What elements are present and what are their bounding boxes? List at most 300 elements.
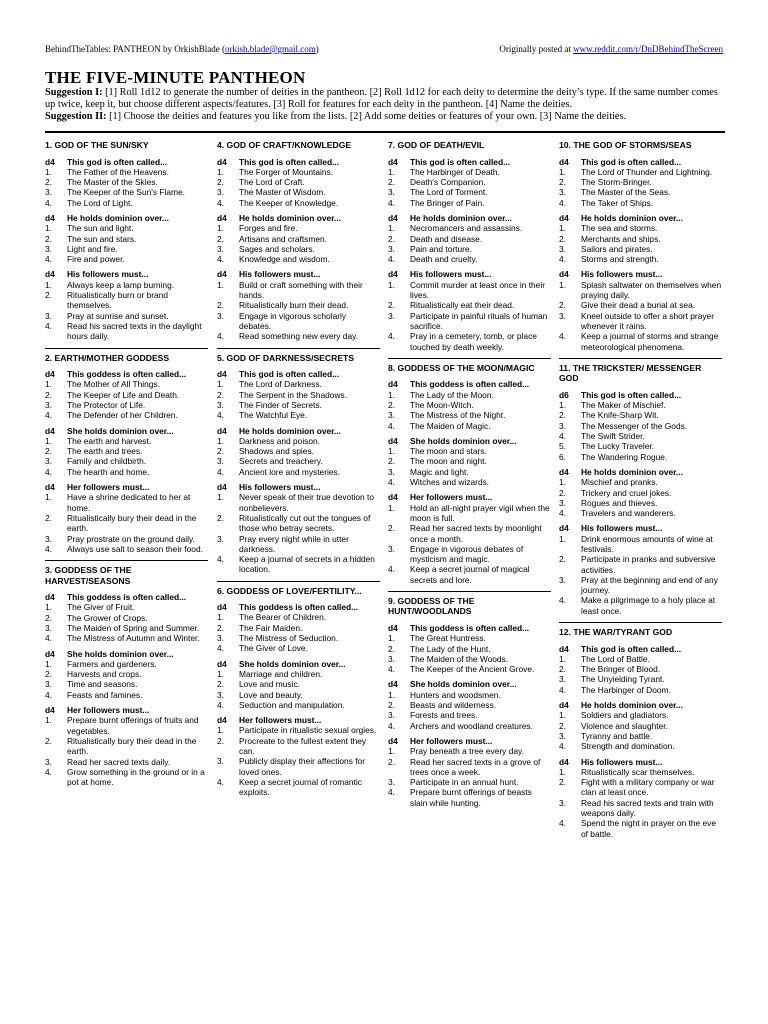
item-number: 3. <box>217 689 224 700</box>
item-number: 1. <box>45 658 52 669</box>
item-text: Pain and torture. <box>410 243 472 254</box>
roll-table-heading <box>559 700 722 710</box>
roll-table-title: His followers must... <box>581 269 663 280</box>
roll-table-heading <box>45 705 208 715</box>
list-item <box>217 725 380 735</box>
list-item <box>388 456 551 466</box>
item-text: Pray at the beginning and end of any journey. <box>581 574 718 596</box>
item-number: 3. <box>388 310 395 321</box>
item-text: The Harbinger of Doom. <box>581 684 671 695</box>
item-text: Ritualistically scar themselves. <box>581 766 695 777</box>
roll-table <box>388 157 551 208</box>
item-number: 3. <box>45 533 52 544</box>
item-text: Keep a secret journal of magical secrets and lore. <box>410 564 530 585</box>
list-item <box>559 721 722 731</box>
roll-table <box>45 426 208 477</box>
item-text: The Giver of Love. <box>239 643 308 654</box>
roll-table-title: His followers must... <box>581 756 663 767</box>
item-number: 3. <box>217 310 224 321</box>
list-item <box>388 746 551 756</box>
item-text: The Maiden of Magic. <box>410 420 491 431</box>
item-number: 4. <box>559 684 566 695</box>
list-item <box>45 223 208 233</box>
item-number: 1. <box>217 223 224 234</box>
list-item <box>559 187 722 197</box>
list-item <box>45 679 208 689</box>
deity-section <box>559 140 722 352</box>
deity-section <box>217 140 380 342</box>
list-item <box>388 710 551 720</box>
roll-table-heading <box>559 157 722 167</box>
list-item <box>45 602 208 612</box>
source-url-link[interactable]: www.reddit.com/r/DnDBehindTheScreen <box>573 44 723 54</box>
list-item <box>217 300 380 310</box>
list-item <box>559 254 722 264</box>
item-text: The Grower of Crops. <box>67 612 148 623</box>
roll-table-title: This goddess is often called... <box>410 379 530 390</box>
roll-table <box>559 523 722 616</box>
list-item <box>45 390 208 400</box>
die-label: d6 <box>559 389 569 400</box>
page-title: THE FIVE-MINUTE PANTHEON <box>45 68 306 87</box>
item-text: Rogues and thieves. <box>581 497 658 508</box>
list-item <box>388 633 551 643</box>
list-item <box>217 400 380 410</box>
item-number: 1. <box>388 746 395 757</box>
item-text: The Knife-Sharp Wit. <box>581 410 659 421</box>
item-text: Kneel outside to offer a short prayer whenever it rains. <box>581 310 714 331</box>
item-number: 3. <box>388 410 395 421</box>
list-item <box>559 441 722 451</box>
roll-table <box>45 369 208 420</box>
item-number: 1. <box>388 279 395 290</box>
roll-table <box>388 379 551 430</box>
item-text: Beasts and wilderness. <box>410 700 497 711</box>
item-text: Never speak of their true devotion to nonbelievers. <box>239 492 375 513</box>
item-text: Read her sacred texts daily. <box>67 756 171 767</box>
item-text: The Lord of Battle. <box>581 653 650 664</box>
item-number: 2. <box>45 389 52 400</box>
list-item <box>388 787 551 808</box>
section-divider <box>388 358 551 359</box>
item-text: The sea and storms. <box>581 223 658 234</box>
list-item <box>388 503 551 524</box>
section-divider <box>559 622 722 623</box>
item-number: 4. <box>388 720 395 731</box>
item-number: 1. <box>45 223 52 234</box>
list-item <box>559 710 722 720</box>
roll-table-title: His followers must... <box>239 269 321 280</box>
item-number: 2. <box>217 512 224 523</box>
item-number: 4. <box>559 331 566 342</box>
item-text: Witches and wizards. <box>410 477 490 488</box>
item-text: Tyranny and battle. <box>581 730 653 741</box>
item-number: 4. <box>217 776 224 787</box>
list-item <box>217 390 380 400</box>
deity-title: 7. GOD OF DEATH/EVIL <box>388 140 485 150</box>
page-header <box>45 44 723 58</box>
list-item <box>388 446 551 456</box>
roll-table-heading <box>45 426 208 436</box>
die-label: d4 <box>559 643 569 654</box>
die-label: d4 <box>388 435 398 446</box>
die-label: d4 <box>388 212 398 223</box>
list-item <box>217 669 380 679</box>
item-text: The Keeper of Knowledge. <box>239 197 339 208</box>
item-number: 4. <box>388 477 395 488</box>
list-item <box>217 187 380 197</box>
list-item <box>559 477 722 487</box>
roll-table-heading <box>45 482 208 492</box>
item-text: Family and childbirth. <box>67 456 147 467</box>
item-text: Pray beneath a tree every day. <box>410 746 524 757</box>
roll-table-title: This goddess is often called... <box>239 602 359 613</box>
item-text: Prepare burnt offerings of fruits and vegetables. <box>67 715 199 736</box>
roll-table-title: This god is often called... <box>581 389 682 400</box>
item-number: 1. <box>388 446 395 457</box>
roll-table-heading <box>388 736 551 746</box>
list-item <box>217 534 380 555</box>
item-number: 2. <box>388 300 395 311</box>
list-item <box>388 223 551 233</box>
item-number: 1. <box>217 492 224 503</box>
item-number: 4. <box>388 664 395 675</box>
die-label: d4 <box>559 523 569 534</box>
roll-table-title: This god is often called... <box>581 156 682 167</box>
roll-table-title: He holds dominion over... <box>581 466 683 477</box>
item-text: Read his sacred texts in the daylight hours daily. <box>67 320 202 342</box>
item-number: 1. <box>217 166 224 177</box>
item-text: Fire and power. <box>67 254 125 265</box>
roll-table-heading <box>45 369 208 379</box>
item-text: Light and fire. <box>67 243 118 254</box>
item-text: The earth and trees. <box>67 446 143 457</box>
item-text: The Bearer of Children. <box>239 612 327 623</box>
email-link[interactable]: orkish.blade@gmail.com <box>225 44 316 54</box>
item-number: 3. <box>217 533 224 544</box>
deity-title: 6. GODDESS OF LOVE/FERTILITY... <box>217 585 362 596</box>
item-text: Participate in ritualistic sexual orgies. <box>239 725 377 736</box>
list-item <box>559 674 722 684</box>
die-label: d4 <box>217 212 227 223</box>
item-number: 4. <box>45 543 52 554</box>
item-text: Love and music. <box>239 679 300 690</box>
item-text: Participate in an annual hunt. <box>410 777 519 788</box>
list-item <box>45 177 208 187</box>
roll-table <box>45 592 208 643</box>
list-item <box>45 311 208 321</box>
item-number: 3. <box>388 777 395 788</box>
item-number: 3. <box>559 674 566 685</box>
list-item <box>45 467 208 477</box>
list-item <box>45 410 208 420</box>
roll-table <box>559 390 722 462</box>
deity-title: 10. THE GOD OF STORMS/SEAS <box>559 140 692 150</box>
item-number: 2. <box>217 233 224 244</box>
item-text: Soldiers and gladiators. <box>581 710 669 721</box>
list-item <box>45 715 208 736</box>
item-text: Prepare burnt offerings of beasts slain while hunting. <box>410 787 532 808</box>
item-text: The Keeper of the Sun's Flame. <box>67 187 185 198</box>
item-text: The Master of Wisdom. <box>239 187 326 198</box>
item-text: The Keeper of the Ancient Grove. <box>410 664 535 675</box>
list-item <box>388 280 551 301</box>
list-item <box>217 198 380 208</box>
item-number: 1. <box>45 435 52 446</box>
item-text: Strength and domination. <box>581 741 675 752</box>
roll-table <box>45 213 208 264</box>
item-number: 3. <box>45 679 52 690</box>
item-number: 2. <box>559 720 566 731</box>
deity-section <box>45 140 208 342</box>
roll-table-title: He holds dominion over... <box>239 212 341 223</box>
item-text: Read something new every day. <box>239 331 359 342</box>
deity-section <box>388 140 551 352</box>
roll-table <box>217 213 380 264</box>
item-text: Necromancers and assassins. <box>410 223 523 234</box>
list-item <box>217 331 380 341</box>
list-item <box>217 311 380 332</box>
list-item <box>217 633 380 643</box>
item-number: 2. <box>217 177 224 188</box>
item-number: 1. <box>217 379 224 390</box>
item-number: 1. <box>388 502 395 513</box>
item-text: Magic and light. <box>410 466 469 477</box>
roll-table <box>217 426 380 477</box>
list-item <box>217 643 380 653</box>
item-text: Artisans and craftsmen. <box>239 233 327 244</box>
item-number: 4. <box>217 331 224 342</box>
item-number: 3. <box>45 456 52 467</box>
list-item <box>217 254 380 264</box>
list-item <box>559 534 722 555</box>
list-item <box>388 390 551 400</box>
die-label: d4 <box>559 466 569 477</box>
deity-title: 8. GODDESS OF THE MOON/MAGIC <box>388 362 535 373</box>
item-text: Ritualistically cut out the tongues of those who betray secrets. <box>239 512 371 534</box>
roll-table-title: His followers must... <box>410 269 492 280</box>
roll-table-heading <box>217 213 380 223</box>
item-number: 1. <box>559 710 566 721</box>
item-number: 2. <box>388 177 395 188</box>
suggestion-one-text: [1] Roll 1d12 to generate the number of deities in the pantheon. [2] Roll 1d12 for each deity to determine the deity’s type. If the same number comes up twice, keep it, but choose different aspects/features. [3] Roll for features for each deity in the pantheon. [4] Name the deities. <box>45 87 718 110</box>
item-number: 1. <box>388 166 395 177</box>
roll-table-heading <box>388 157 551 167</box>
item-number: 1. <box>559 400 566 411</box>
roll-table <box>45 705 208 787</box>
section-divider <box>45 348 208 349</box>
list-item <box>559 280 722 301</box>
item-number: 3. <box>559 243 566 254</box>
item-number: 1. <box>45 715 52 726</box>
list-item <box>559 410 722 420</box>
item-text: The Father of the Heavens. <box>67 166 169 177</box>
roll-table <box>559 644 722 695</box>
die-label: d4 <box>388 622 398 633</box>
item-number: 4. <box>45 254 52 265</box>
roll-table <box>217 602 380 653</box>
item-text: The Fair Maiden. <box>239 622 303 633</box>
item-text: Participate in painful rituals of human sacrifice. <box>410 310 548 331</box>
item-number: 3. <box>217 243 224 254</box>
item-text: Trickery and cruel jokes. <box>581 487 672 498</box>
list-item <box>388 664 551 674</box>
list-item <box>559 431 722 441</box>
item-number: 1. <box>559 477 566 488</box>
list-item <box>45 633 208 643</box>
list-item <box>45 280 208 290</box>
source-note <box>499 44 723 54</box>
item-text: The Moon-Witch. <box>410 399 474 410</box>
die-label: d4 <box>388 269 398 280</box>
section-divider <box>45 560 208 561</box>
item-number: 1. <box>217 279 224 290</box>
item-number: 1. <box>388 689 395 700</box>
list-item <box>559 664 722 674</box>
item-text: The Mistress of the Night. <box>410 410 506 421</box>
roll-table <box>217 369 380 420</box>
item-text: Death and cruelty. <box>410 254 478 265</box>
item-number: 3. <box>559 310 566 321</box>
column-2 <box>217 136 380 803</box>
roll-table <box>559 467 722 518</box>
die-label: d4 <box>45 369 55 380</box>
roll-table <box>45 482 208 554</box>
item-number: 2. <box>559 487 566 498</box>
item-text: Engage in vigorous debates of mysticism and magic. <box>410 543 524 565</box>
item-number: 4. <box>45 320 52 331</box>
roll-table-heading <box>45 213 208 223</box>
item-text: The Maker of Mischief. <box>581 400 666 411</box>
deity-title: 11. THE TRICKSTER/ MESSENGER GOD <box>559 362 702 384</box>
list-item <box>45 534 208 544</box>
roll-table-heading <box>217 659 380 669</box>
list-item <box>388 644 551 654</box>
die-label: d4 <box>217 269 227 280</box>
roll-table <box>559 700 722 751</box>
item-text: Participate in pranks and subversive activities. <box>581 554 716 575</box>
item-number: 1. <box>559 279 566 290</box>
item-number: 2. <box>217 679 224 690</box>
list-item <box>45 234 208 244</box>
die-label: d4 <box>388 679 398 690</box>
item-text: The sun and light. <box>67 223 134 234</box>
item-text: Pray prostrate on the ground daily. <box>67 533 195 544</box>
list-item <box>217 623 380 633</box>
list-item <box>217 446 380 456</box>
item-number: 3. <box>388 243 395 254</box>
item-text: The earth and harvest. <box>67 435 152 446</box>
roll-table <box>388 492 551 585</box>
item-number: 1. <box>45 279 52 290</box>
roll-table-title: He holds dominion over... <box>67 212 169 223</box>
roll-table-title: His followers must... <box>581 523 663 534</box>
item-text: The Lord of Thunder and Lightning. <box>581 166 713 177</box>
item-text: The Lord of Torment. <box>410 187 488 198</box>
roll-table-title: Her followers must... <box>239 715 322 726</box>
instructions <box>45 87 725 123</box>
list-item <box>559 798 722 819</box>
die-label: d4 <box>45 482 55 493</box>
list-item <box>559 177 722 187</box>
attribution-suffix: ) <box>315 44 319 54</box>
item-number: 2. <box>217 735 224 746</box>
deity-section <box>388 596 551 808</box>
die-label: d4 <box>45 592 55 603</box>
list-item <box>45 400 208 410</box>
item-number: 1. <box>559 166 566 177</box>
deity-section <box>45 353 208 555</box>
item-text: Always use salt to season their food. <box>67 543 203 554</box>
list-item <box>559 311 722 332</box>
item-number: 3. <box>45 399 52 410</box>
item-number: 4. <box>559 431 566 442</box>
list-item <box>559 654 722 664</box>
roll-table-heading <box>45 157 208 167</box>
list-item <box>45 187 208 197</box>
die-label: d4 <box>217 425 227 436</box>
roll-table <box>217 269 380 341</box>
list-item <box>388 198 551 208</box>
item-number: 4. <box>559 741 566 752</box>
header-divider <box>45 131 725 133</box>
list-item <box>45 244 208 254</box>
list-item <box>217 612 380 622</box>
item-number: 4. <box>559 508 566 519</box>
item-number: 2. <box>559 300 566 311</box>
list-item <box>388 523 551 544</box>
item-text: Sages and scholars. <box>239 243 315 254</box>
item-text: Merchants and ships. <box>581 233 661 244</box>
item-text: Have a shrine dedicated to her at home. <box>67 492 191 513</box>
item-number: 3. <box>388 543 395 554</box>
roll-table-heading <box>388 213 551 223</box>
roll-table <box>388 213 551 264</box>
item-number: 2. <box>388 700 395 711</box>
item-number: 3. <box>45 243 52 254</box>
item-text: The Lady of the Moon. <box>410 389 494 400</box>
list-item <box>388 467 551 477</box>
item-number: 3. <box>559 730 566 741</box>
deity-title: 5. GOD OF DARKNESS/SECRETS <box>217 352 355 363</box>
list-item <box>559 777 722 798</box>
list-item <box>217 492 380 513</box>
item-text: Commit murder at least once in their lives. <box>410 279 545 301</box>
list-item <box>45 198 208 208</box>
roll-table <box>217 482 380 575</box>
roll-table-heading <box>388 269 551 279</box>
item-number: 1. <box>559 653 566 664</box>
list-item <box>388 690 551 700</box>
roll-table <box>217 715 380 797</box>
item-number: 3. <box>217 187 224 198</box>
list-item <box>559 818 722 839</box>
list-item <box>559 198 722 208</box>
item-text: Keep a secret journal of romantic exploits. <box>239 776 362 798</box>
item-number: 4. <box>217 466 224 477</box>
item-text: Drink enormous amounts of wine at festivals. <box>581 533 713 554</box>
roll-table-title: His followers must... <box>239 482 321 493</box>
item-number: 3. <box>559 797 566 808</box>
roll-table-title: This god is often called... <box>581 643 682 654</box>
list-item <box>559 554 722 575</box>
item-text: Read his sacred texts and train with weapons daily. <box>581 797 714 819</box>
deity-section <box>217 353 380 575</box>
item-number: 2. <box>217 389 224 400</box>
item-text: The moon and stars. <box>410 446 487 457</box>
item-number: 2. <box>217 446 224 457</box>
item-number: 2. <box>559 410 566 421</box>
